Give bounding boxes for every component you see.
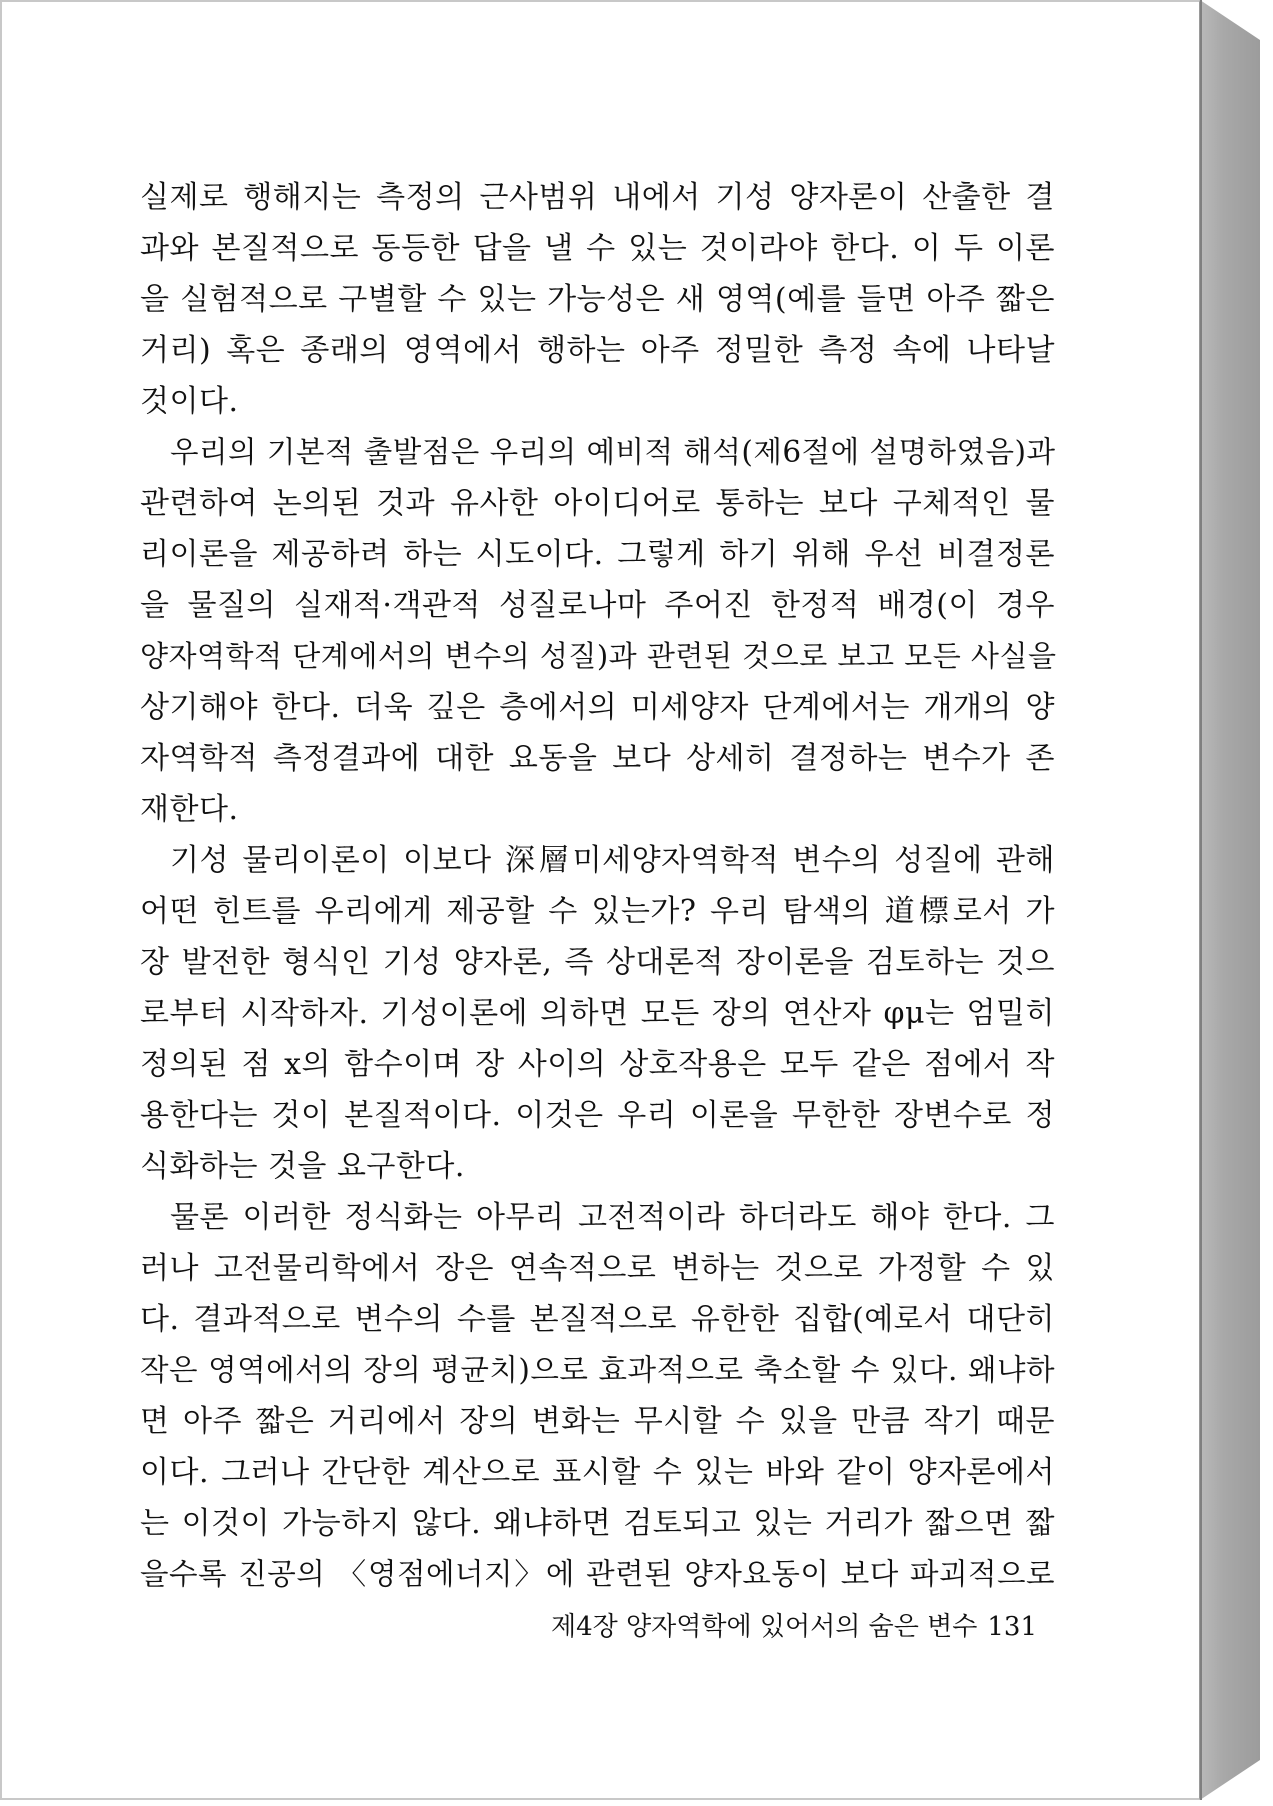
text-line: 러나 고전물리학에서 장은 연속적으로 변하는 것으로 가정할 수 있 — [140, 1251, 1055, 1286]
text-line: 이다. 그러나 간단한 계산으로 표시할 수 있는 바와 같이 양자론에서 — [140, 1455, 1055, 1490]
text-line: 을수록 진공의 〈영점에너지〉에 관련된 양자요동이 보다 파괴적으로 — [140, 1557, 1055, 1591]
text-line: 기성 물리이론이 이보다 深層미세양자역학적 변수의 성질에 관해 — [170, 843, 1055, 878]
text-line: 물론 이러한 정식화는 아무리 고전적이라 하더라도 해야 한다. 그 — [170, 1200, 1055, 1235]
text-line: 리이론을 제공하려 하는 시도이다. 그렇게 하기 위해 우선 비결정론 — [140, 537, 1055, 572]
text-line: 재한다. — [140, 792, 239, 827]
text-line: 장 발전한 형식인 기성 양자론, 즉 상대론적 장이론을 검토하는 것으 — [140, 945, 1055, 980]
text-line: 거리) 혹은 종래의 영역에서 행하는 아주 정밀한 측정 속에 나타날 — [140, 333, 1055, 368]
text-line: 것이다. — [140, 384, 239, 419]
text-line: 용한다는 것이 본질적이다. 이것은 우리 이론을 무한한 장변수로 정 — [140, 1098, 1055, 1133]
text-line: 양자역학적 단계에서의 변수의 성질)과 관련된 것으로 보고 모든 사실을 — [140, 639, 1057, 673]
text-line: 을 물질의 실재적·객관적 성질로나마 주어진 한정적 배경(이 경우 — [140, 588, 1055, 623]
text-line: 어떤 힌트를 우리에게 제공할 수 있는가? 우리 탐색의 道標로서 가 — [140, 894, 1055, 929]
text-line: 로부터 시작하자. 기성이론에 의하면 모든 장의 연산자 φμ는 엄밀히 — [140, 996, 1055, 1031]
text-line: 우리의 기본적 출발점은 우리의 예비적 해석(제6절에 설명하였음)과 — [170, 435, 1056, 469]
page-edge-shadow — [1200, 0, 1202, 1800]
page-footer — [541, 1606, 1037, 1643]
text-line: 실제로 행해지는 측정의 근사범위 내에서 기성 양자론이 산출한 결 — [140, 180, 1055, 215]
running-head: 제4장 양자역학에 있어서의 숨은 변수 — [551, 1612, 978, 1642]
page-number: 131 — [987, 1612, 1037, 1642]
text-line: 는 이것이 가능하지 않다. 왜냐하면 검토되고 있는 거리가 짧으면 짧 — [140, 1506, 1055, 1541]
text-line: 자역학적 측정결과에 대한 요동을 보다 상세히 결정하는 변수가 존 — [140, 741, 1055, 776]
text-line: 상기해야 한다. 더욱 깊은 층에서의 미세양자 단계에서는 개개의 양 — [140, 690, 1055, 725]
text-line: 작은 영역에서의 장의 평균치)으로 효과적으로 축소할 수 있다. 왜냐하 — [140, 1353, 1055, 1387]
text-line: 과와 본질적으로 동등한 답을 낼 수 있는 것이라야 한다. 이 두 이론 — [140, 231, 1055, 266]
text-line: 면 아주 짧은 거리에서 장의 변화는 무시할 수 있을 만큼 작기 때문 — [140, 1404, 1055, 1439]
text-line: 관련하여 논의된 것과 유사한 아이디어로 통하는 보다 구체적인 물 — [140, 486, 1055, 521]
page-stack-edge — [1200, 0, 1260, 1800]
text-line: 정의된 점 x의 함수이며 장 사이의 상호작용은 모두 같은 점에서 작 — [140, 1047, 1055, 1082]
body-text — [140, 172, 1055, 1600]
text-line: 을 실험적으로 구별할 수 있는 가능성은 새 영역(예를 들면 아주 짧은 — [140, 282, 1055, 317]
text-line: 식화하는 것을 요구한다. — [140, 1149, 465, 1184]
text-line: 다. 결과적으로 변수의 수를 본질적으로 유한한 집합(예로서 대단히 — [140, 1302, 1055, 1337]
